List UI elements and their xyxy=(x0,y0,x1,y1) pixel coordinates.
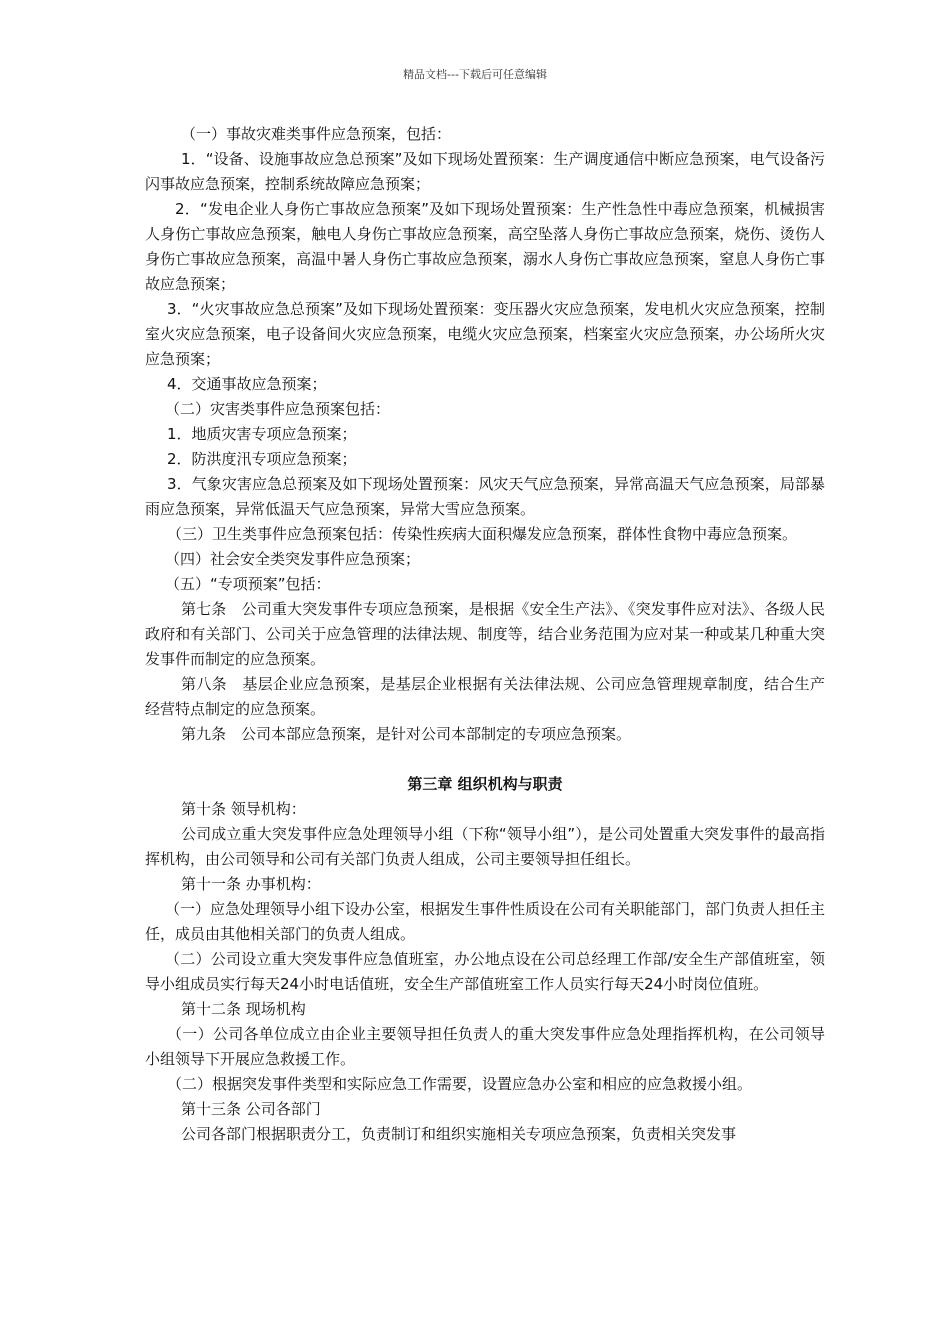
paragraph: （一）事故灾难类事件应急预案，包括： xyxy=(181,125,452,143)
paragraph: 4．交通事故应急预案； xyxy=(167,375,327,393)
paragraph: 公司成立重大突发事件应急处理领导小组（下称“领导小组”），是公司处置重大突发事件的最高指挥机构，由公司领导和公司有关部门负责人组成，公司主要领导担任组长。 xyxy=(145,825,825,868)
paragraph: 第十二条 现场机构 xyxy=(181,1000,306,1018)
paragraph: 公司各部门根据职责分工，负责制订和组织实施相关专项应急预案，负责相关突发事 xyxy=(181,1125,737,1143)
chapter-heading: 第三章 组织机构与职责 xyxy=(407,775,563,793)
document-body xyxy=(145,122,825,1147)
paragraph: 第十条 领导机构： xyxy=(181,800,306,818)
paragraph: （一）应急处理领导小组下设办公室，根据发生事件性质设在公司有关职能部门，部门负责人担任主任，成员由其他相关部门的负责人组成。 xyxy=(145,900,826,943)
paragraph: 第八条 基层企业应急预案，是基层企业根据有关法律法规、公司应急管理规章制度，结合生产经营特点制定的应急预案。 xyxy=(145,675,825,718)
paragraph: 2．“发电企业人身伤亡事故应急预案”及如下现场处置预案：生产性急性中毒应急预案，机械损害人身伤亡事故应急预案，触电人身伤亡事故应急预案，高空坠落人身伤亡事故应急预案，烧伤、烫伤人身伤亡事故应急预案，高温中暑人身伤亡事故应急预案，溺水人身伤亡事故应急预案，窒息人身伤亡事故应急预案； xyxy=(145,200,825,293)
paragraph: （二）灾害类事件应急预案包括： xyxy=(165,400,391,418)
paragraph: 第七条 公司重大突发事件专项应急预案，是根据《安全生产法》、《突发事件应对法》、各级人民政府和有关部门、公司关于应急管理的法律法规、制度等，结合业务范围为应对某一种或某几种重大突发事件而制定的应急预案。 xyxy=(145,600,825,668)
paragraph: 1．“设备、设施事故应急总预案”及如下现场处置预案：生产调度通信中断应急预案，电气设备污闪事故应急预案，控制系统故障应急预案； xyxy=(145,150,825,193)
paragraph: （二）公司设立重大突发事件应急值班室，办公地点设在公司总经理工作部/安全生产部值班室，领导小组成员实行每天24小时电话值班，安全生产部值班室工作人员实行每天24小时岗位值班。 xyxy=(145,950,825,993)
paragraph: （四）社会安全类突发事件应急预案； xyxy=(165,550,421,568)
paragraph: （一）公司各单位成立由企业主要领导担任负责人的重大突发事件应急处理指挥机构，在公司领导小组领导下开展应急救援工作。 xyxy=(145,1025,825,1068)
paragraph: 第九条 公司本部应急预案，是针对公司本部制定的专项应急预案。 xyxy=(181,725,632,743)
paragraph: 3．“火灾事故应急总预案”及如下现场处置预案：变压器火灾应急预案，发电机火灾应急预案，控制室火灾应急预案，电子设备间火灾应急预案，电缆火灾应急预案，档案室火灾应急预案，办公场所火灾应急预案； xyxy=(145,300,825,368)
paragraph: 1．地质灾害专项应急预案； xyxy=(167,425,357,443)
paragraph: 2．防洪度汛专项应急预案； xyxy=(167,450,357,468)
page-header: 精品文档---下载后可任意编辑 xyxy=(403,68,547,81)
paragraph: （五）“专项预案”包括： xyxy=(165,575,331,593)
paragraph: 3．气象灾害应急总预案及如下现场处置预案：风灾天气应急预案，异常高温天气应急预案，局部暴雨应急预案，异常低温天气应急预案，异常大雪应急预案。 xyxy=(145,475,825,518)
paragraph: （三）卫生类事件应急预案包括：传染性疾病大面积爆发应急预案，群体性食物中毒应急预案。 xyxy=(167,525,798,543)
paragraph: 第十一条 办事机构： xyxy=(181,875,321,893)
paragraph: （二）根据突发事件类型和实际应急工作需要，设置应急办公室和相应的应急救援小组。 xyxy=(167,1075,753,1093)
paragraph: 第十三条 公司各部门 xyxy=(181,1100,321,1118)
